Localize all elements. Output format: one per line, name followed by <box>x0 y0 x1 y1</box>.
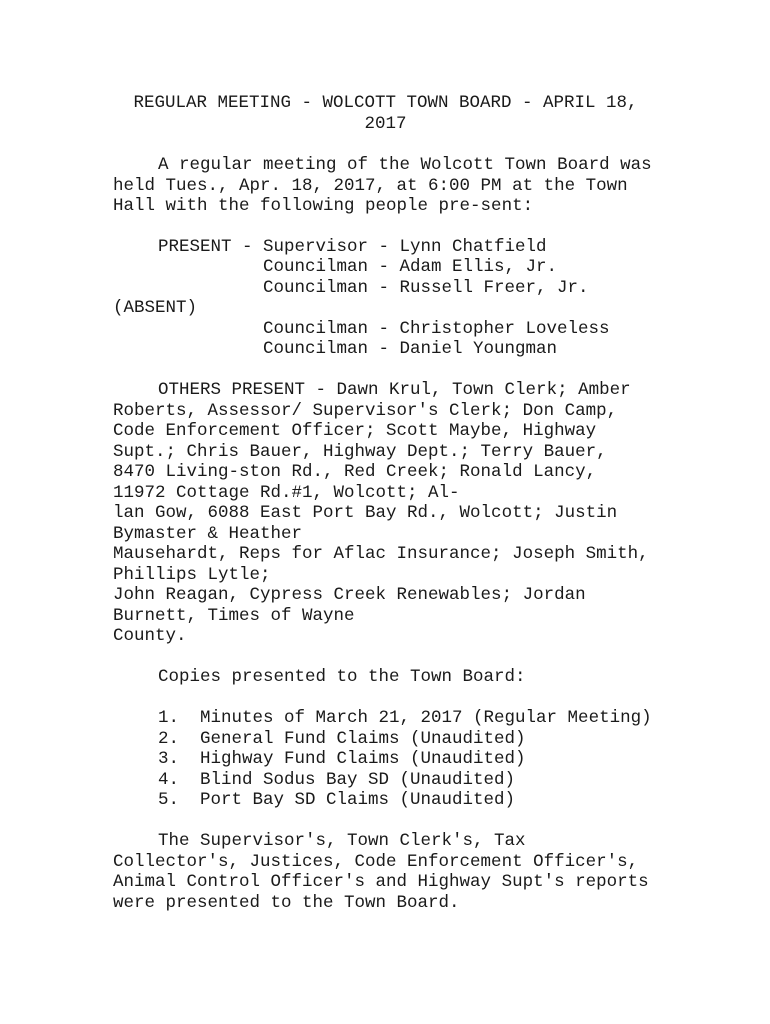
reports-line: Collector's, Justices, Code Enforcement Officer's, <box>113 852 639 872</box>
intro-line: held Tues., Apr. 18, 2017, at 6:00 PM at the Town <box>113 176 628 196</box>
document-title-line-1: REGULAR MEETING - WOLCOTT TOWN BOARD - APRIL 18, <box>133 93 638 113</box>
copies-item-text: Port Bay SD Claims (Unaudited) <box>200 790 516 810</box>
others-line: John Reagan, Cypress Creek Renewables; Jordan <box>113 585 586 605</box>
others-line: 8470 Living-ston Rd., Red Creek; Ronald Lancy, <box>113 462 597 482</box>
present-member: Councilman - Christopher Loveless <box>263 319 610 339</box>
document-title-line-2: 2017 <box>364 114 407 134</box>
others-line: County. <box>113 626 187 646</box>
others-line: Roberts, Assessor/ Supervisor's Clerk; Don Camp, <box>113 401 618 421</box>
copies-item-text: General Fund Claims (Unaudited) <box>200 729 526 749</box>
intro-line: A regular meeting of the Wolcott Town Board was <box>158 155 652 175</box>
copies-item-number: 3. <box>158 749 180 769</box>
copies-heading: Copies presented to the Town Board: <box>158 667 526 687</box>
copies-item-text: Blind Sodus Bay SD (Unaudited) <box>200 770 516 790</box>
others-line: Code Enforcement Officer; Scott Maybe, Highway <box>113 421 597 441</box>
others-line: Supt.; Chris Bauer, Highway Dept.; Terry Bauer, <box>113 442 607 462</box>
others-line: Burnett, Times of Wayne <box>113 606 355 626</box>
reports-line: were presented to the Town Board. <box>113 893 460 913</box>
absent-note: (ABSENT) <box>113 298 198 318</box>
present-member: Councilman - Russell Freer, Jr. <box>263 278 589 298</box>
copies-item-number: 2. <box>158 729 180 749</box>
intro-line: Hall with the following people pre-sent: <box>113 196 534 216</box>
copies-item-text: Highway Fund Claims (Unaudited) <box>200 749 526 769</box>
others-line: OTHERS PRESENT - Dawn Krul, Town Clerk; Amber <box>158 380 631 400</box>
reports-line: The Supervisor's, Town Clerk's, Tax <box>158 831 526 851</box>
copies-item-number: 5. <box>158 790 180 810</box>
present-supervisor: PRESENT - Supervisor - Lynn Chatfield <box>158 237 547 257</box>
reports-line: Animal Control Officer's and Highway Supt's reports <box>113 872 649 892</box>
copies-item-text: Minutes of March 21, 2017 (Regular Meeting) <box>200 708 652 728</box>
copies-item-number: 4. <box>158 770 180 790</box>
others-line: Bymaster & Heather <box>113 524 303 544</box>
present-member: Councilman - Adam Ellis, Jr. <box>263 257 558 277</box>
others-line: 11972 Cottage Rd.#1, Wolcott; Al- <box>113 483 460 503</box>
present-member: Councilman - Daniel Youngman <box>263 339 558 359</box>
others-line: lan Gow, 6088 East Port Bay Rd., Wolcott; Justin <box>113 503 618 523</box>
copies-item-number: 1. <box>158 708 180 728</box>
others-line: Mausehardt, Reps for Aflac Insurance; Joseph Smith, <box>113 544 649 564</box>
others-line: Phillips Lytle; <box>113 565 271 585</box>
